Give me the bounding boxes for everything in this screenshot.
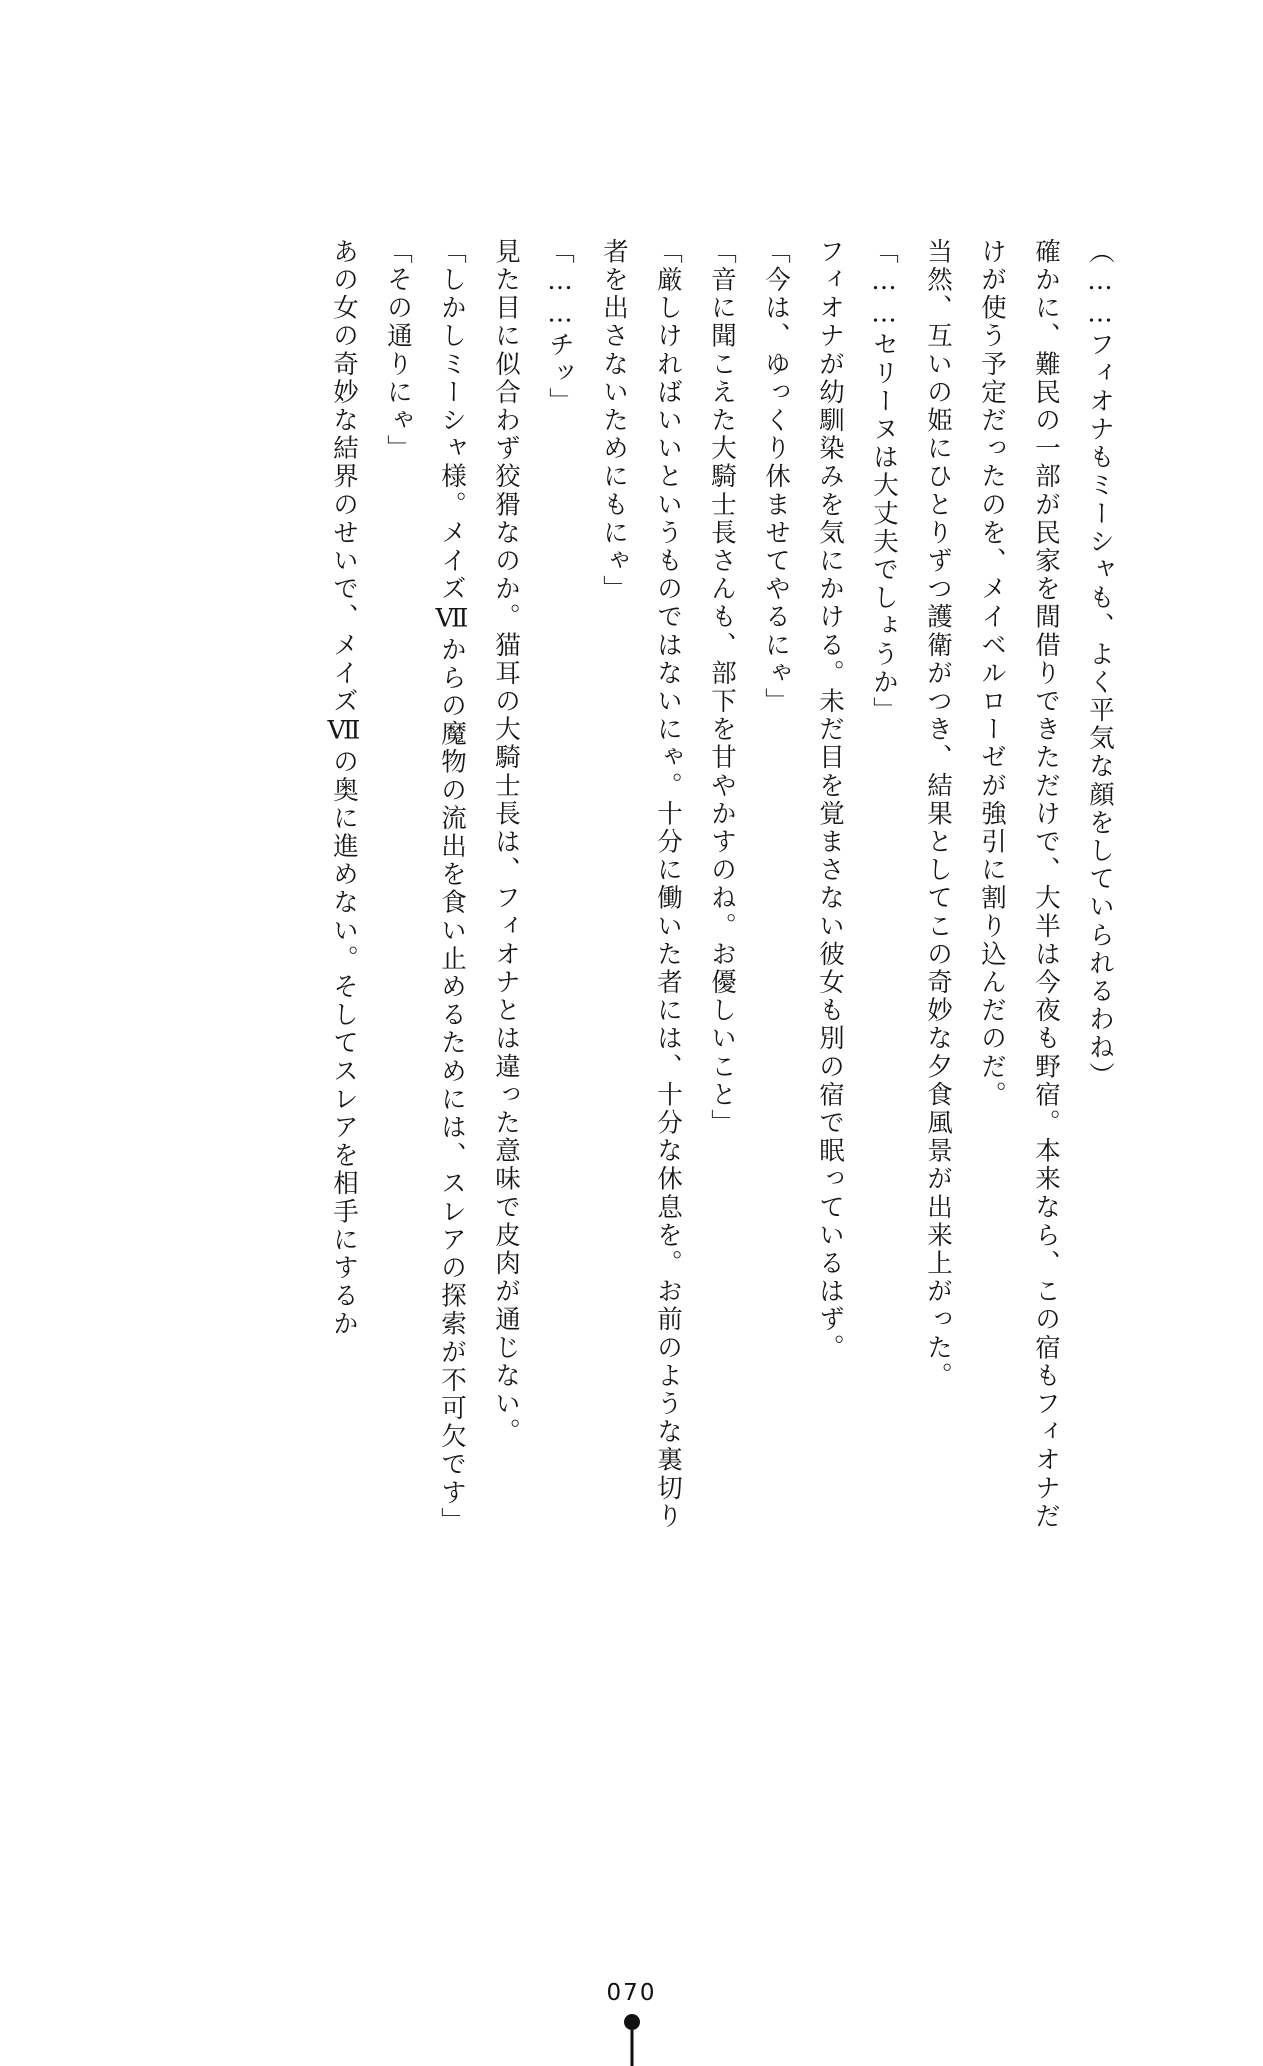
paragraph: 「しかしミーシャ様。メイズⅦからの魔物の流出を食い止めるためには、スレアの探索が不可欠です」 [437, 238, 467, 1536]
paragraph: 「……セリーヌは大丈夫でしょうか」 [869, 238, 899, 725]
paragraph: 当然、互いの姫にひとりずつ護衛がつき、結果としてこの奇妙な夕食風景が出来上がった。 [923, 238, 953, 1391]
novel-body-text [227, 238, 1127, 1558]
paragraph: （……フィオナもミーシャも、よく平気な顔をしていられるわね） [1085, 238, 1115, 1090]
paragraph: 「音に聞こえた大騎士長さんも、部下を甘やかすのね。お優しいこと」 [707, 238, 737, 1138]
paragraph: あの女の奇妙な結界のせいで、メイズⅦの奥に進めない。そしてスレアを相手にするか [329, 238, 359, 1339]
paragraph: 「今は、ゆっくり休ませてやるにゃ」 [761, 238, 791, 716]
paragraph: 「厳しければいいというものではないにゃ。十分に働いた者には、十分な休息を。お前のような裏切り者を出さないためにもにゃ」 [599, 238, 683, 1531]
page-ornament-icon [621, 2014, 643, 2066]
paragraph: 見た目に似合わず狡猾なのか。猫耳の大騎士長は、フィオナとは違った意味で皮肉が通じない。 [491, 238, 521, 1447]
paragraph: 「その通りにゃ」 [383, 238, 413, 463]
paragraph: 「……チッ」 [545, 238, 575, 416]
paragraph: 確かに、難民の一部が民家を間借りできただけで、大半は今夜も野宿。本来なら、この宿もフィオナだけが使う予定だったのを、メイベルローゼが強引に割り込んだのだ。 [977, 238, 1061, 1531]
page-number: 070 [606, 1980, 657, 2006]
ornament-rule-icon [630, 2030, 633, 2066]
paragraph: フィオナが幼馴染みを気にかける。未だ目を覚まさない彼女も別の宿で眠っているはず。 [815, 238, 845, 1362]
ornament-dot-icon [624, 2014, 640, 2030]
